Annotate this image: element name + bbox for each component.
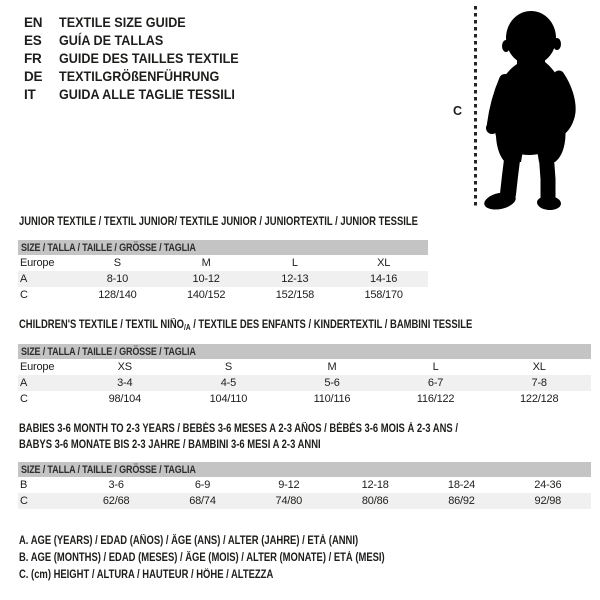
table-cell: S bbox=[113, 257, 121, 269]
table-row bbox=[18, 391, 591, 407]
language-row-es bbox=[24, 31, 259, 49]
row-label: A bbox=[18, 375, 73, 391]
table-cell: 24-36 bbox=[534, 479, 562, 491]
babies-section-title: BABIES 3-6 MONTH TO 2-3 YEARS / BEBÉS 3-6 MESES A 2-3 AÑOS / BÉBÉS 3-6 MOIS À 2-3 ANS / BABYS 3-6 MONATE BIS 2-3 JAHRE / BAMBINI 3-6 MESI A 2-3 ANNI bbox=[19, 423, 458, 451]
baby-toddler-silhouette-icon bbox=[483, 4, 583, 212]
table-cell: XL bbox=[532, 361, 546, 373]
table-cell: 12-18 bbox=[361, 479, 389, 491]
table-cell: 18-24 bbox=[447, 479, 476, 491]
table-cell: XL bbox=[377, 257, 391, 269]
table-cell: 3-6 bbox=[108, 479, 124, 491]
table-cell: 5-6 bbox=[280, 375, 384, 391]
height-measure-label: C bbox=[453, 104, 463, 118]
table-cell: 116/122 bbox=[416, 393, 455, 405]
table-cell: 68/74 bbox=[159, 493, 245, 509]
size-header-label: SIZE / TALLA / TAILLE / GRÖSSE / TAGLIA bbox=[21, 463, 196, 476]
footnote-c: C. (cm) HEIGHT / ALTURA / HAUTEUR / HÖHE / ALTEZZA bbox=[19, 569, 274, 581]
height-measure-dotted-line bbox=[474, 6, 477, 207]
table-cell: L bbox=[432, 361, 439, 373]
table-cell: 4-5 bbox=[177, 375, 281, 391]
language-code: DE bbox=[24, 68, 43, 84]
guide-title-fr: GUIDE DES TAILLES TEXTILE bbox=[59, 50, 239, 66]
size-header-label: SIZE / TALLA / TAILLE / GRÖSSE / TAGLIA bbox=[21, 241, 196, 254]
table-cell: 158/170 bbox=[364, 289, 403, 301]
table-cell: 7-8 bbox=[487, 375, 591, 391]
language-row-it bbox=[24, 85, 259, 103]
size-header-bar bbox=[18, 462, 591, 477]
guide-title-it: GUIDA ALLE TAGLIE TESSILI bbox=[59, 86, 235, 102]
subscript: /A bbox=[184, 323, 191, 332]
size-header-bar bbox=[18, 344, 591, 359]
table-row bbox=[18, 477, 591, 493]
table-cell: 110/116 bbox=[313, 393, 351, 405]
row-label: B bbox=[20, 479, 28, 491]
table-cell: 62/68 bbox=[73, 493, 159, 509]
language-code: IT bbox=[24, 86, 36, 102]
table-cell: 6-7 bbox=[384, 375, 488, 391]
table-cell: M bbox=[201, 257, 211, 269]
table-row bbox=[18, 375, 591, 391]
table-cell: 128/140 bbox=[98, 289, 137, 301]
guide-title-de: TEXTILGRÖßENFÜHRUNG bbox=[59, 68, 220, 84]
table-cell: M bbox=[327, 361, 337, 373]
table-cell: 152/158 bbox=[275, 289, 315, 301]
babies-size-table bbox=[18, 462, 591, 509]
language-code: ES bbox=[24, 32, 42, 48]
language-row-en bbox=[24, 13, 259, 31]
table-cell: 74/80 bbox=[246, 493, 332, 509]
table-row bbox=[18, 493, 591, 509]
table-cell: 92/98 bbox=[505, 493, 591, 509]
row-label: C bbox=[20, 393, 28, 405]
table-cell: 80/86 bbox=[332, 493, 418, 509]
table-cell: S bbox=[224, 361, 232, 373]
language-code: FR bbox=[24, 50, 42, 66]
table-row bbox=[18, 271, 428, 287]
table-cell: 98/104 bbox=[108, 393, 142, 405]
footnote-a: A. AGE (YEARS) / EDAD (AÑOS) / ÂGE (ANS) / ALTER (JAHRE) / ETÀ (ANNI) bbox=[19, 535, 359, 547]
children-size-table bbox=[18, 344, 591, 407]
table-row bbox=[18, 359, 591, 375]
language-header bbox=[24, 13, 259, 103]
junior-size-table bbox=[18, 240, 428, 303]
table-row bbox=[18, 255, 428, 271]
table-cell: XS bbox=[117, 361, 132, 373]
language-code: EN bbox=[24, 14, 43, 30]
row-label: Europe bbox=[20, 361, 55, 373]
size-header-bar bbox=[18, 240, 428, 255]
table-cell: 10-12 bbox=[162, 271, 251, 287]
table-cell: 3-4 bbox=[73, 375, 177, 391]
row-label: C bbox=[20, 289, 28, 301]
language-row-de bbox=[24, 67, 259, 85]
guide-title-en: TEXTILE SIZE GUIDE bbox=[59, 14, 186, 30]
table-cell: 14-16 bbox=[339, 271, 428, 287]
table-cell: 122/128 bbox=[520, 393, 559, 405]
table-cell: 140/152 bbox=[186, 289, 226, 301]
row-label: Europe bbox=[20, 257, 55, 269]
table-cell: 8-10 bbox=[73, 271, 162, 287]
table-cell: 6-9 bbox=[194, 479, 211, 491]
table-cell: 9-12 bbox=[278, 479, 300, 491]
table-cell: 86/92 bbox=[418, 493, 504, 509]
row-label: C bbox=[18, 493, 73, 509]
table-cell: 12-13 bbox=[251, 271, 340, 287]
language-row-fr bbox=[24, 49, 259, 67]
footnotes bbox=[19, 535, 465, 586]
table-cell: L bbox=[291, 257, 298, 269]
children-section-title: CHILDREN'S TEXTILE / TEXTIL $NIÑO_{/A}$ / TEXTILE DES ENFANTS / KINDERTEXTIL / BAMBINI TESSILE bbox=[19, 319, 473, 332]
table-row bbox=[18, 287, 428, 303]
row-label: A bbox=[18, 271, 73, 287]
size-header-label: SIZE / TALLA / TAILLE / GRÖSSE / TAGLIA bbox=[21, 345, 196, 358]
table-cell: 104/110 bbox=[209, 393, 248, 405]
guide-title-es: GUÍA DE TALLAS bbox=[59, 32, 164, 48]
junior-section-title: JUNIOR TEXTILE / TEXTIL JUNIOR/ TEXTILE JUNIOR / JUNIORTEXTIL / JUNIOR TESSILE bbox=[19, 216, 418, 228]
footnote-b: B. AGE (MONTHS) / EDAD (MESES) / ÂGE (MOIS) / ALTER (MONATE) / ETÀ (MESI) bbox=[19, 552, 385, 564]
